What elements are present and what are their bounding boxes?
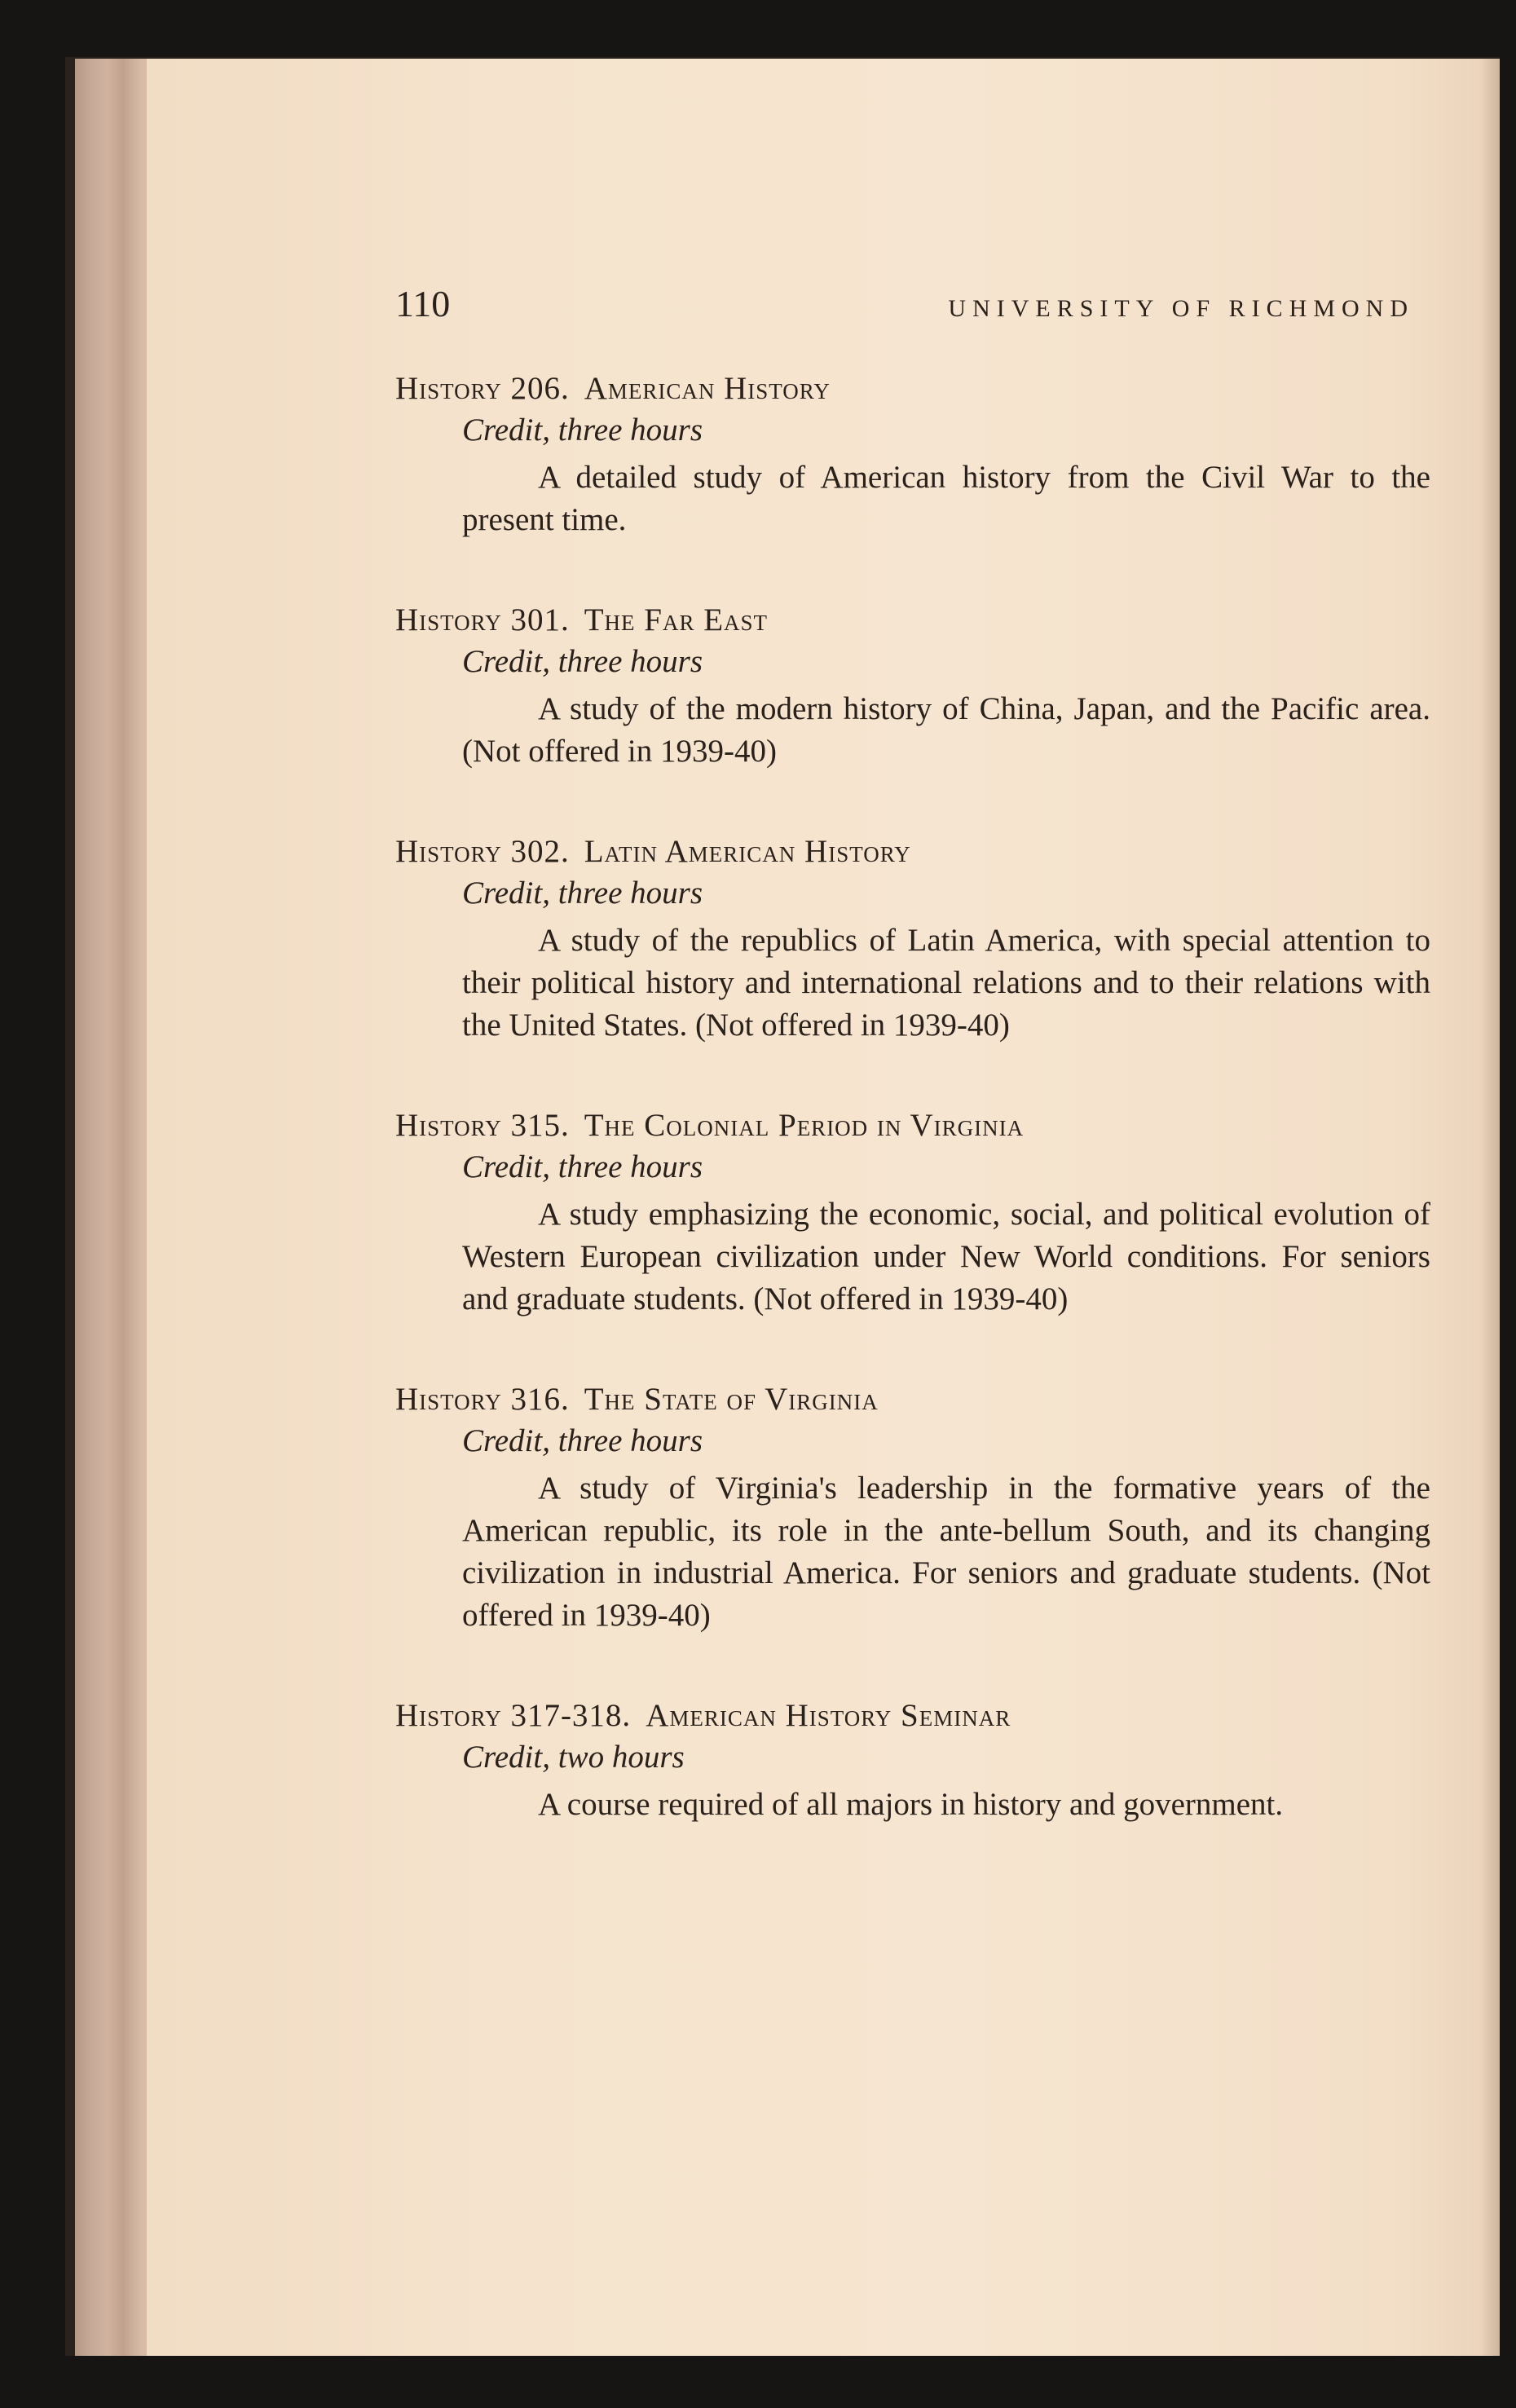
course-heading	[395, 1696, 1430, 1736]
course-entry	[395, 1696, 1430, 1826]
course-number: History 317-318.	[395, 1698, 632, 1733]
course-description: A study emphasizing the economic, social, and political evolution of Western European civilization under New World conditions. For seniors and graduate students. (Not offered in 1939-40)	[462, 1197, 1430, 1316]
course-description: A detailed study of American history from the Civil War to the present time.	[462, 460, 1430, 537]
course-entry	[395, 831, 1430, 1047]
course-title: The Colonial Period in Virginia	[584, 1108, 1025, 1143]
course-heading	[395, 600, 1430, 641]
course-description: A course required of all majors in history and government.	[538, 1787, 1284, 1822]
course-credit: Credit, two hours	[462, 1740, 685, 1775]
course-entry	[395, 600, 1430, 773]
course-heading	[395, 368, 1430, 409]
course-title: The Far East	[584, 602, 769, 637]
course-title: American History Seminar	[646, 1698, 1011, 1733]
course-title: American History	[584, 371, 831, 406]
course-heading	[395, 831, 1430, 872]
course-title: The State of Virginia	[584, 1382, 879, 1417]
course-description: A study of the modern history of China, Japan, and the Pacific area. (Not offered in 1939-40)	[462, 691, 1430, 769]
course-credit: Credit, three hours	[462, 412, 703, 448]
running-head: UNIVERSITY OF RICHMOND	[948, 295, 1414, 322]
page-header	[395, 283, 1414, 332]
course-number: History 301.	[395, 602, 570, 637]
page-gutter-shadow	[1480, 59, 1500, 2356]
course-heading	[395, 1379, 1430, 1420]
course-credit: Credit, three hours	[462, 1149, 703, 1184]
course-entry	[395, 1105, 1430, 1321]
course-title: Latin American History	[584, 834, 911, 869]
course-number: History 315.	[395, 1108, 570, 1143]
course-description: A study of the republics of Latin America, with special attention to their political history and international relations and to their relations with the United States. (Not offered in 1939-40)	[462, 923, 1430, 1043]
course-heading	[395, 1105, 1430, 1146]
course-number: History 206.	[395, 371, 570, 406]
course-description: A study of Virginia's leadership in the formative years of the American republic, its role in the ante-bellum South, and its changing civilization in industrial America. For seniors and graduate students. (Not offered in 1939-40)	[462, 1471, 1430, 1633]
course-credit: Credit, three hours	[462, 1423, 703, 1458]
course-number: History 316.	[395, 1382, 570, 1417]
course-entry	[395, 1379, 1430, 1637]
course-credit: Credit, three hours	[462, 875, 703, 911]
course-entries	[395, 368, 1430, 1885]
course-entry	[395, 368, 1430, 541]
page-number: 110	[395, 283, 451, 324]
course-credit: Credit, three hours	[462, 644, 703, 679]
course-number: History 302.	[395, 834, 570, 869]
